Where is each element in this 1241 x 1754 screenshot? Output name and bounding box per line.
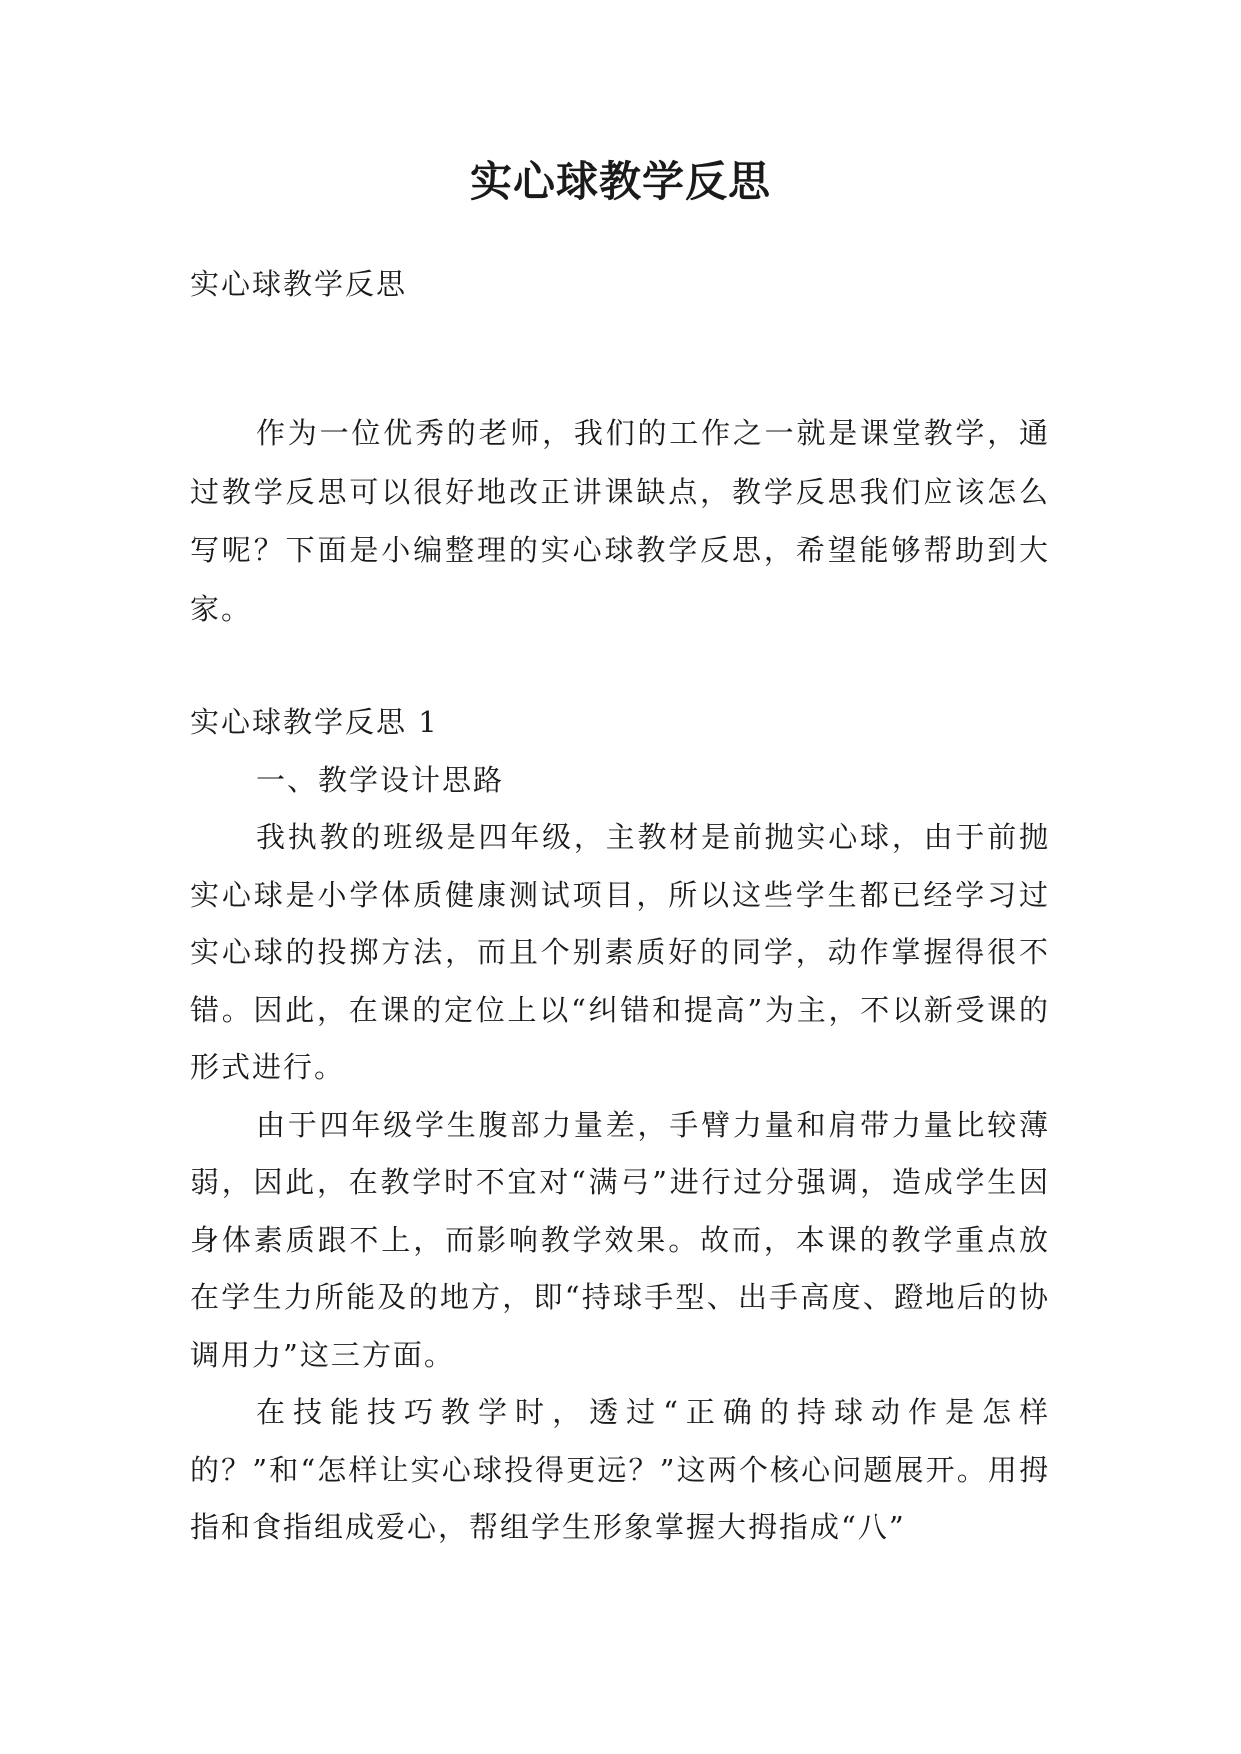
paragraph-3: 在技能技巧教学时，透过“正确的持球动作是怎样的？”和“怎样让实心球投得更远？”这两个核心问题展开。用拇指和食指组成爱心，帮组学生形象掌握大拇指成“八” [190, 1395, 1050, 1544]
paragraph-1: 我执教的班级是四年级，主教材是前抛实心球，由于前抛实心球是小学体质健康测试项目，所以这些学生都已经学习过实心球的投掷方法，而且个别素质好的同学，动作掌握得很不错。因此，在课的定位上以“纠错和提高”为主，不以新受课的形式进行。 [190, 820, 1050, 1084]
paragraph-2: 由于四年级学生腹部力量差，手臂力量和肩带力量比较薄弱，因此，在教学时不宜对“满弓”进行过分强调，造成学生因身体素质跟不上，而影响教学效果。故而，本课的教学重点放在学生力所能及的地方，即“持球手型、出手高度、蹬地后的协调用力”这三方面。 [190, 1107, 1050, 1372]
document-subtitle: 实心球教学反思 [190, 267, 408, 301]
section-heading: 一、教学设计思路 [256, 762, 505, 797]
section-title: 实心球教学反思 1 [190, 705, 439, 739]
document-title: 实心球教学反思 [469, 157, 771, 206]
section-1 [190, 694, 1050, 1557]
intro-paragraph: 作为一位优秀的老师，我们的工作之一就是课堂教学，通过教学反思可以很好地改正讲课缺点，教学反思我们应该怎么写呢？下面是小编整理的实心球教学反思，希望能够帮助到大家。 [190, 416, 1050, 626]
